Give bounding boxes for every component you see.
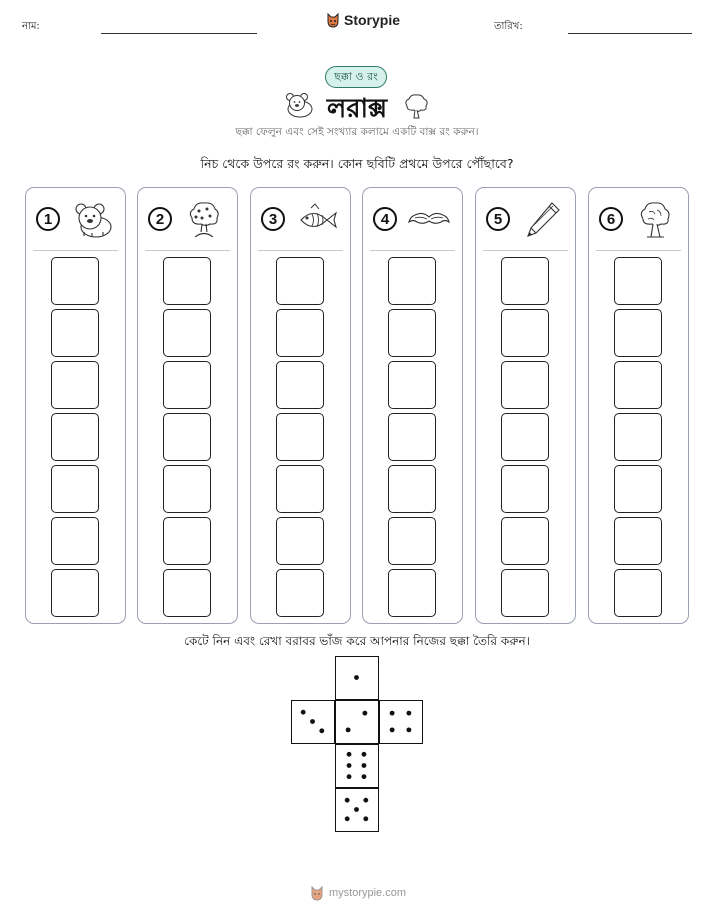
color-box[interactable] bbox=[614, 309, 662, 357]
dice-pip bbox=[345, 816, 350, 821]
dice-pip bbox=[362, 763, 367, 768]
color-box[interactable] bbox=[163, 569, 211, 617]
dice-column-4 bbox=[362, 187, 463, 624]
column-divider bbox=[33, 250, 118, 251]
color-box[interactable] bbox=[276, 361, 324, 409]
dice-column-2 bbox=[137, 187, 238, 624]
color-box[interactable] bbox=[276, 569, 324, 617]
storypie-fox-logo-icon bbox=[326, 12, 340, 28]
column-header bbox=[589, 188, 688, 250]
column-divider bbox=[145, 250, 230, 251]
cut-instruction: কেটে নিন এবং রেখা বরাবর ভাঁজ করে আপনার নিজের ছক্কা তৈরি করুন। bbox=[184, 634, 530, 648]
color-box-stack bbox=[614, 257, 662, 621]
color-box[interactable] bbox=[163, 257, 211, 305]
date-line[interactable] bbox=[568, 33, 692, 34]
dice-pip bbox=[363, 798, 368, 803]
column-header bbox=[251, 188, 350, 250]
color-box[interactable] bbox=[614, 413, 662, 461]
dice-column-5 bbox=[475, 187, 576, 624]
dice-pip bbox=[310, 719, 315, 724]
color-box[interactable] bbox=[276, 517, 324, 565]
color-box[interactable] bbox=[614, 569, 662, 617]
color-box[interactable] bbox=[614, 517, 662, 565]
column-number: 4 bbox=[373, 207, 397, 231]
color-box[interactable] bbox=[614, 465, 662, 513]
color-box[interactable] bbox=[163, 517, 211, 565]
dice-pip bbox=[354, 807, 359, 812]
worksheet-title: লরাক্স bbox=[326, 94, 388, 124]
dice-pip bbox=[406, 727, 411, 732]
column-number: 3 bbox=[261, 207, 285, 231]
color-box[interactable] bbox=[163, 413, 211, 461]
dice-column-3 bbox=[250, 187, 351, 624]
footer bbox=[310, 885, 406, 901]
color-box[interactable] bbox=[501, 309, 549, 357]
name-line[interactable] bbox=[101, 33, 257, 34]
color-box[interactable] bbox=[614, 361, 662, 409]
color-box[interactable] bbox=[388, 569, 436, 617]
color-box[interactable] bbox=[501, 517, 549, 565]
dice-pip bbox=[363, 816, 368, 821]
color-box[interactable] bbox=[501, 569, 549, 617]
dice-pip bbox=[301, 710, 306, 715]
dice-face-4 bbox=[379, 700, 423, 744]
dice-column-6 bbox=[588, 187, 689, 624]
color-box[interactable] bbox=[614, 257, 662, 305]
color-box-stack bbox=[501, 257, 549, 621]
color-box[interactable] bbox=[51, 465, 99, 513]
tree-icon bbox=[402, 92, 430, 120]
color-box[interactable] bbox=[163, 309, 211, 357]
color-box-stack bbox=[163, 257, 211, 621]
dice-pip bbox=[362, 774, 367, 779]
dice-pip bbox=[346, 727, 351, 732]
fish-icon bbox=[295, 200, 339, 240]
color-box[interactable] bbox=[388, 361, 436, 409]
color-box[interactable] bbox=[51, 361, 99, 409]
column-divider bbox=[370, 250, 455, 251]
dice-pip bbox=[345, 798, 350, 803]
color-box[interactable] bbox=[388, 309, 436, 357]
color-box[interactable] bbox=[276, 465, 324, 513]
footer-url[interactable]: mystorypie.com bbox=[329, 887, 407, 899]
worksheet-subtitle: ছক্কা ফেলুন এবং সেই সংখ্যার কলামে একটি বাক্স রং করুন। bbox=[235, 126, 479, 138]
coloring-instruction: নিচ থেকে উপরে রং করুন। কোন ছবিটি প্রথমে উপরে পৌঁছাবে? bbox=[200, 156, 514, 171]
color-box[interactable] bbox=[51, 413, 99, 461]
column-number: 2 bbox=[148, 207, 172, 231]
dice-pip bbox=[362, 711, 367, 716]
mustache-icon bbox=[407, 200, 451, 240]
category-tag: ছক্কা ও রং bbox=[325, 66, 387, 88]
color-box[interactable] bbox=[388, 465, 436, 513]
dice-face-6 bbox=[335, 744, 379, 788]
color-box-stack bbox=[276, 257, 324, 621]
pencil-icon bbox=[520, 200, 564, 240]
dice-pip bbox=[347, 774, 352, 779]
dice-column-1 bbox=[25, 187, 126, 624]
color-box[interactable] bbox=[388, 413, 436, 461]
color-box[interactable] bbox=[388, 257, 436, 305]
column-divider bbox=[483, 250, 568, 251]
dice-pip bbox=[406, 711, 411, 716]
storypie-fox-logo-icon bbox=[310, 885, 324, 901]
color-box-stack bbox=[388, 257, 436, 621]
color-box[interactable] bbox=[276, 257, 324, 305]
column-header bbox=[138, 188, 237, 250]
color-box[interactable] bbox=[276, 309, 324, 357]
color-box[interactable] bbox=[163, 361, 211, 409]
truffula-tree-icon bbox=[182, 200, 226, 240]
dice-pip bbox=[362, 752, 367, 757]
color-box[interactable] bbox=[51, 257, 99, 305]
color-box[interactable] bbox=[501, 465, 549, 513]
dice-pip bbox=[347, 752, 352, 757]
dice-pip bbox=[390, 711, 395, 716]
dice-pip bbox=[354, 675, 359, 680]
tree-icon bbox=[633, 200, 677, 240]
column-number: 6 bbox=[599, 207, 623, 231]
column-number: 1 bbox=[36, 207, 60, 231]
brand-logo bbox=[326, 12, 400, 28]
column-header bbox=[26, 188, 125, 250]
column-divider bbox=[258, 250, 343, 251]
color-box[interactable] bbox=[163, 465, 211, 513]
dice-face-5 bbox=[335, 788, 379, 832]
color-box[interactable] bbox=[501, 361, 549, 409]
column-header bbox=[476, 188, 575, 250]
dice-pip bbox=[319, 728, 324, 733]
bear-icon bbox=[70, 200, 114, 240]
color-box[interactable] bbox=[388, 517, 436, 565]
dice-pip bbox=[390, 727, 395, 732]
color-box[interactable] bbox=[51, 569, 99, 617]
dice-face-2 bbox=[335, 700, 379, 744]
color-box[interactable] bbox=[51, 309, 99, 357]
color-box[interactable] bbox=[501, 257, 549, 305]
column-number: 5 bbox=[486, 207, 510, 231]
color-box[interactable] bbox=[501, 413, 549, 461]
color-box[interactable] bbox=[51, 517, 99, 565]
brand-name: Storypie bbox=[344, 12, 401, 28]
column-divider bbox=[596, 250, 681, 251]
color-box-stack bbox=[51, 257, 99, 621]
date-label: তারিখ: bbox=[494, 21, 523, 32]
dice-face-3 bbox=[291, 700, 335, 744]
name-label: নাম: bbox=[22, 21, 40, 32]
dice-pip bbox=[347, 763, 352, 768]
color-box[interactable] bbox=[276, 413, 324, 461]
column-header bbox=[363, 188, 462, 250]
dice-face-1 bbox=[335, 656, 379, 700]
